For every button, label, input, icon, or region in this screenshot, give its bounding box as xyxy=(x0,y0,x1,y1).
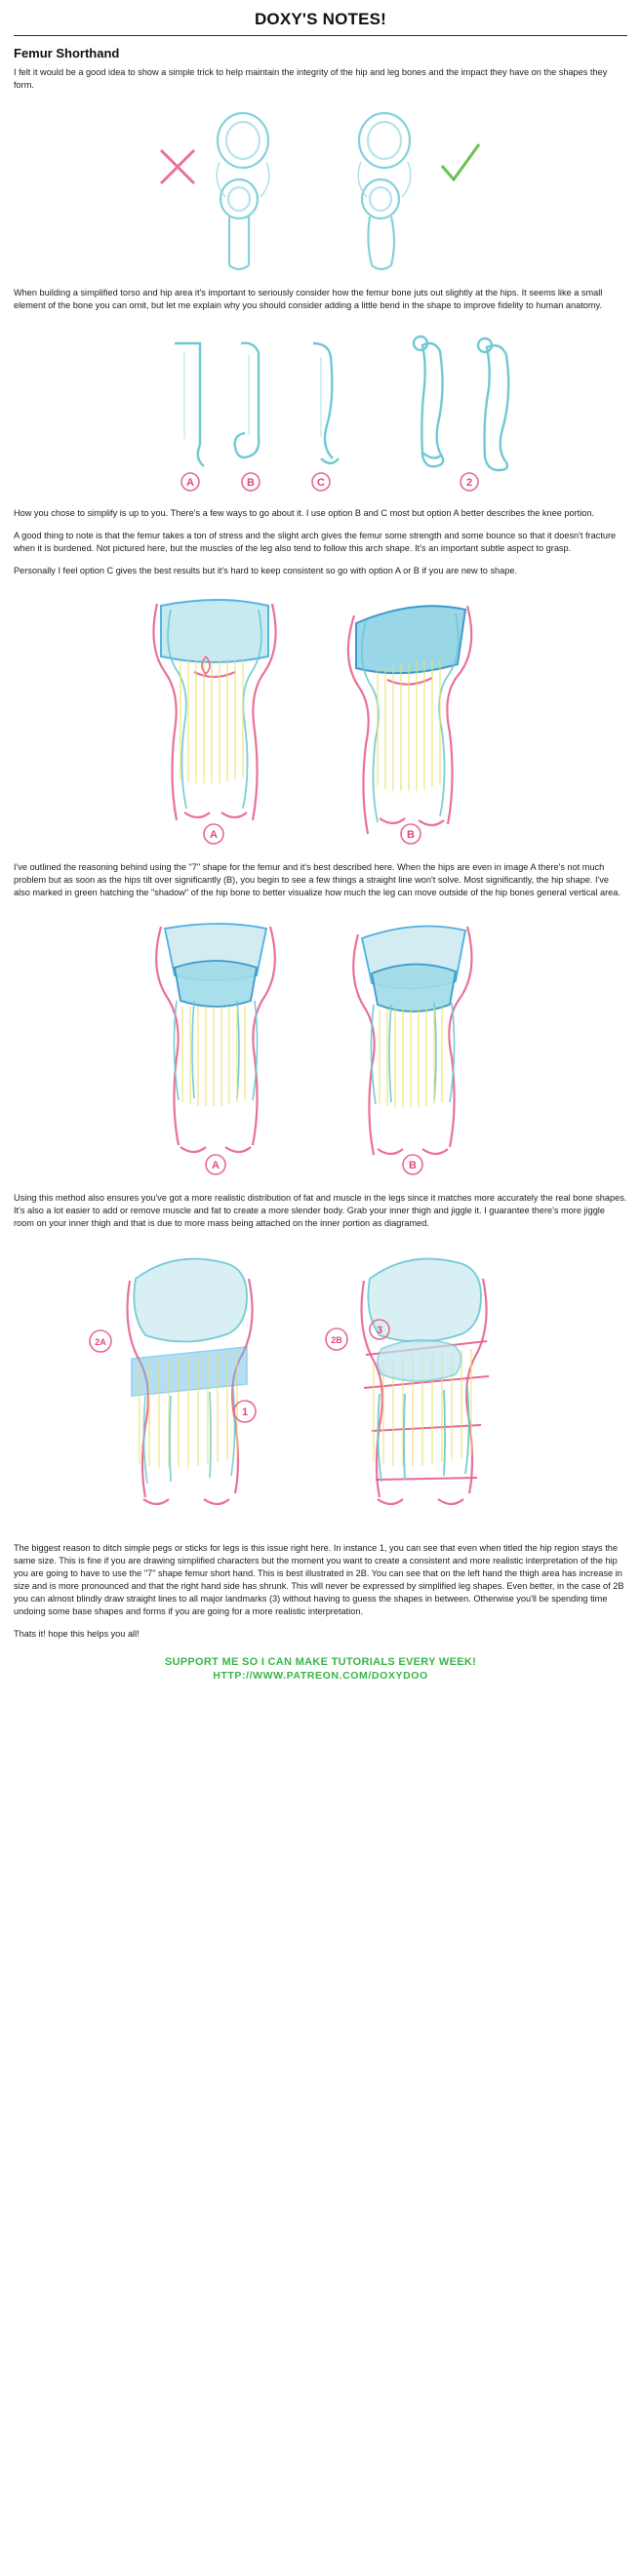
paragraph-5: Personally I feel option C gives the best results but it's hard to keep consistent so go with option A or B if you are new to shape. xyxy=(14,566,518,576)
figure-hip-tilt-comparison xyxy=(0,588,641,852)
paragraph-8: The biggest reason to ditch simple pegs or sticks for legs is this issue right here. In instance 1, you can see that even when titled the hip region stays the same size. This is fine if you are drawing simplified characters but the moment you want to create a consistent and more realistic interpretation of the hip you are going to have to use the "7" shape femur short hand. This is best illustrated in 2B. You can see that on the left hand the thigh area has increase in size and is more pronounced and that the right hand side has shrunk. This will never be expressed by simplified leg shapes. Even better, in the case of 2B you can almost blindly draw straight lines to all major landmarks (3) without having to guess the shapes in between. Otherwise you'll be spending time undoing some base shapes and forms if you are going for a more realistic interpretation. xyxy=(14,1542,624,1617)
title-divider xyxy=(14,35,627,36)
support-message: SUPPORT ME SO I CAN MAKE TUTORIALS EVERY WEEK! xyxy=(164,1656,477,1669)
label-2b: 2B xyxy=(330,1334,342,1345)
figure-2-labels xyxy=(181,473,478,491)
label-b: B xyxy=(406,828,415,841)
label-3: 3 xyxy=(376,1324,382,1336)
label-a: A xyxy=(209,828,218,841)
figure-4-illustration xyxy=(48,909,594,1182)
footer xyxy=(0,1650,641,1693)
paragraph-3: How you chose to simplify is up to you. There's a few ways to go about it. I use option B and C most but option A better describes the knee portion. xyxy=(14,508,595,519)
section-title: Femur Shorthand xyxy=(14,46,120,60)
figure-fat-muscle-distribution xyxy=(0,909,641,1182)
figure-femur-simplification-options xyxy=(0,322,641,497)
label-b: B xyxy=(408,1159,417,1171)
label-b: B xyxy=(246,477,255,490)
check-mark xyxy=(442,144,479,179)
paragraph-9: Thats it! hope this helps you all! xyxy=(14,1629,140,1640)
cross-mark xyxy=(161,150,194,183)
paragraph-1: I felt it would be a good idea to show a simple trick to help maintain the integrity of the hip and leg bones and the impact they have on the shapes they form. xyxy=(14,67,608,91)
label-2: 2 xyxy=(465,477,472,490)
label-a: A xyxy=(211,1159,220,1171)
figure-pegs-vs-seven-shape xyxy=(0,1240,641,1532)
figure-hip-leg-ring-comparison xyxy=(0,101,641,277)
paragraph-2: When building a simplified torso and hip area it's important to seriously consider how the femur bone juts out slightly at the hips. It seems like a small element of the bone you can omit, but let me explain why you should consider adding a little bend in the shape to improve fidelity to human anatomy. xyxy=(14,288,603,311)
label-a: A xyxy=(185,477,194,490)
label-2a: 2A xyxy=(94,1336,106,1347)
figure-1-illustration xyxy=(48,101,594,277)
figure-3-illustration xyxy=(48,588,594,852)
page-title: DOXY'S NOTES! xyxy=(254,10,387,28)
label-1: 1 xyxy=(241,1406,248,1418)
figure-2-illustration xyxy=(28,322,614,497)
paragraph-4: A good thing to note is that the femur takes a ton of stress and the slight arch gives the femur some strength and some bounce so that it doesn't fracture when it is burdened. Not pictured here, but the muscles of the leg also tend to follow this arch shape. It's an important subtle aspect to grasp. xyxy=(14,531,617,554)
patreon-link[interactable]: HTTP://WWW.PATREON.COM/DOXYDOO xyxy=(213,1670,428,1683)
paragraph-7: Using this method also ensures you've got a more realistic distribution of fat and muscle in the legs since it matches more accurately the real bone shapes. It's also a lot easier to add or remove muscle and fat to create a more slender body. Grab your inner thigh and jiggle it. I guarantee there's more jiggle room on your inner thigh and that is due to more mass being attached on the inner portion as diagramed. xyxy=(14,1192,627,1228)
label-c: C xyxy=(316,477,325,490)
figure-5-illustration xyxy=(28,1240,614,1532)
paragraph-6: I've outlined the reasoning behind using the "7" shape for the femur and it's best described here. When the hips are even in image A there's not much problem but as soon as the hips tilt over significantly (B), you begin to see a few things a straight line won't solve. Most significantly, the hip shape. I've also marked in green hatching the "shadow" of the hip bone to better visualize how much the leg can move outside of the hip bones general vertical area. xyxy=(14,861,621,897)
